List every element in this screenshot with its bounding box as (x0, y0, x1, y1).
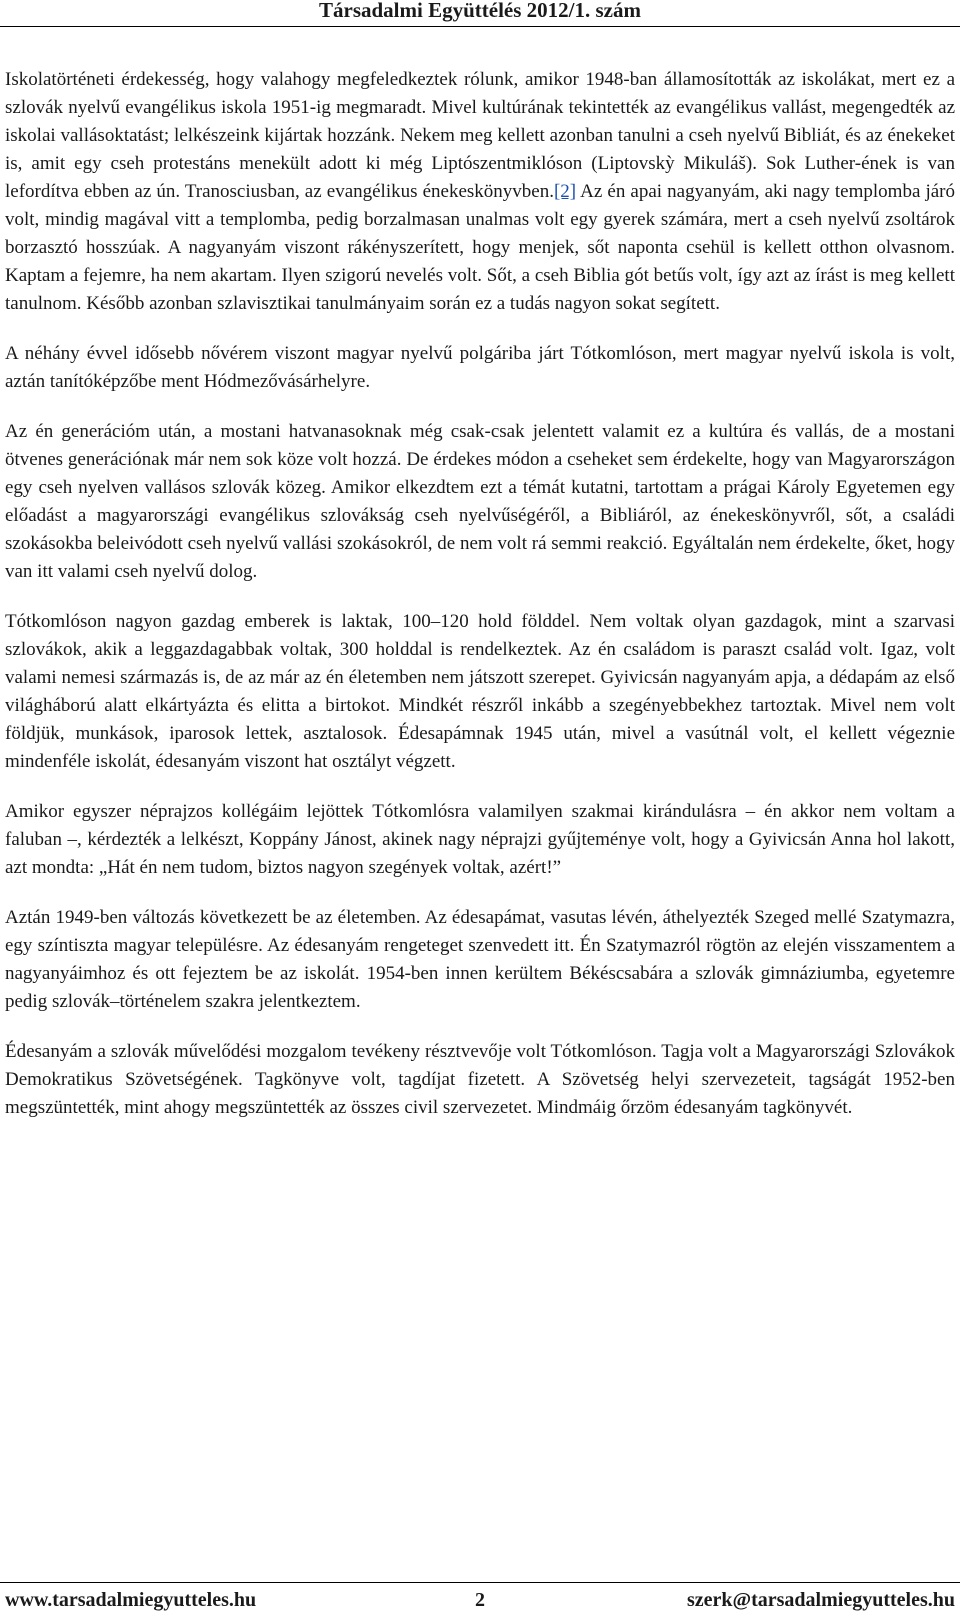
footer-email: szerk@tarsadalmiegyutteles.hu (686, 1589, 955, 1611)
footer-divider (0, 1582, 960, 1583)
paragraph-7: Édesanyám a szlovák művelődési mozgalom tevékeny résztvevője volt Tótkomlóson. Tagja volt a Magyarországi Szlovákok Demokratikus Szövetségének. Tagkönyve volt, tagdíjat fizetett. A Szövetség helyi szervezeteit, tagságát 1952-ben megszüntették, mint ahogy megszüntették az összes civil szervezetet. Mindmáig őrzöm édesanyám tagkönyvét. (5, 1041, 955, 1118)
footnote-link-2[interactable]: [2] (553, 181, 577, 202)
paragraph-3: Az én generációm után, a mostani hatvanasoknak még csak-csak jelentett valamit ez a kultúra és vallás, de a mostani ötvenes generációnak már nem sok köze volt hozzá. De érdekes módon a cseheket sem érdekelte, hogy van Magyarországon egy cseh nyelven vallásos szlovák közeg. Amikor elkezdtem ezt a témát kutatni, tartottam a prágai Károly Egyetemen egy előadást a magyarországi evangélikus szlovákság cseh nyelvűségéről, a Bibliáról, az énekeskönyvről, sőt, a családi szokásokba beleivódott cseh nyelvű vallási szokásokról, de nem volt rá semmi reakció. Egyáltalán nem érdekelte, őket, hogy van itt valami cseh nyelvű dolog. (5, 421, 955, 582)
footer-website: www.tarsadalmiegyutteles.hu (5, 1589, 257, 1611)
page-header (0, 0, 960, 24)
page-number: 2 (475, 1589, 485, 1611)
paragraph-6: Aztán 1949-ben változás következett be az életemben. Az édesapámat, vasutas lévén, áthelyezték Szeged mellé Szatymazra, egy színtiszta magyar településre. Az édesanyám rengeteget szenvedett itt. Én Szatymazról rögtön az elején visszamentem a nagyanyáimhoz és ott fejeztem be az iskolát. 1954-ben innen kerültem Békéscsabára a szlovák gimnáziumba, egyetemre pedig szlovák–történelem szakra jelentkeztem. (5, 907, 955, 1012)
article-body (5, 66, 955, 1144)
paragraph-1-text-before: Iskolatörténeti érdekesség, hogy valahogy megfeledkeztek rólunk, amikor 1948-ban államosították az iskolákat, mert ez a szlovák nyelvű evangélikus iskola 1951-ig megmaradt. Mivel kultúrának tekintették az evangélikus vallást, megengedték az iskolai vallásoktatást; lelkészeink kijártak hozzánk. Nekem meg kellett azonban tanulni a cseh nyelvű Bibliát, és az énekeket is, amit egy cseh protestáns menekült adott ki még Liptószentmiklóson (Liptovskỳ Mikuláš). Sok Luther-ének is van lefordítva ebben az ún. Tranosciusban, az evangélikus énekeskönyvben. (5, 69, 955, 202)
header-divider (0, 26, 960, 27)
paragraph-1-text-after: Az én apai nagyanyám, aki nagy templomba járó volt, mindig magával vitt a templomba, pedig borzalmasan unalmas volt egy gyerek számára, mert a cseh nyelvű zsoltárok borzasztó hosszúak. A nagyanyám viszont rákényszerített, hogy menjek, sőt naponta csehül is kellett otthon olvasnom. Kaptam a fejemre, ha nem akartam. Ilyen szigorú nevelés volt. Sőt, a cseh Biblia gót betűs volt, így azt az írást is meg kellett tanulnom. Később azonban szlavisztikai tanulmányaim során ez a tudás nagyon sokat segített. (5, 181, 956, 314)
paragraph-4: Tótkomlóson nagyon gazdag emberek is laktak, 100–120 hold földdel. Nem voltak olyan gazdagok, mint a szarvasi szlovákok, akik a leggazdagabbak voltak, 300 holddal is rendelkeztek. Az én családom is paraszt család volt. Igaz, volt valami nemesi származás is, de az már az én életemben nem játszott szerepet. Gyivicsán nagyanyám apja, a dédapám az első világháború alatt elkártyázta és elitta a birtokot. Mindkét részről inkább a szegényebbekhez tartoztak. Mivel nem volt földjük, munkások, iparosok lettek, asztalosok. Édesapámnak 1945 után, mivel a vasútnál volt, el kellett végeznie mindenféle iskolát, édesanyám viszont hat osztályt végzett. (5, 611, 955, 772)
journal-title: Társadalmi Együttélés 2012/1. szám (319, 0, 641, 22)
paragraph-2: A néhány évvel idősebb nővérem viszont magyar nyelvű polgáriba járt Tótkomlóson, mert magyar nyelvű iskola is volt, aztán tanítóképzőbe ment Hódmezővásárhelyre. (5, 343, 955, 392)
page-footer (5, 1586, 955, 1616)
paragraph-1 (5, 66, 955, 318)
paragraph-5: Amikor egyszer néprajzos kollégáim lejöttek Tótkomlósra valamilyen szakmai kirándulásra – én akkor nem voltam a faluban –, kérdezték a lelkészt, Koppány Jánost, akinek nagy néprajzi gyűjteménye volt, hogy a Gyivicsán Anna hol lakott, azt mondta: „Hát én nem tudom, biztos nagyon szegények voltak, azért!” (5, 801, 955, 878)
